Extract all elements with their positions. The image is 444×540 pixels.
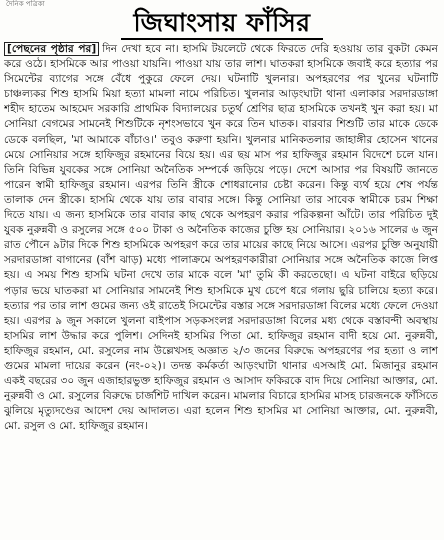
headline: জিঘাংসায় ফাঁসির (121, 8, 322, 40)
continuation-tag: [পেছনের পৃষ্ঠার পর] (4, 42, 99, 56)
article-body (4, 42, 438, 538)
masthead-strip: দৈনিক পত্রিকা (6, 0, 45, 8)
paragraph-text: দিন দেখা হবে না। হাসমি টয়লেটে থেকে ফিরতে দেরি হওয়ায় তার বুকটা কেমন করে ওঠে। হাসমিকে আর পাওয়া যায়নি। পাওয়া যায় তার লাশ। ঘাতকরা হাসমিকে জবাই করে হত্যার পর সিমেন্টের ব্যাগের সঙ্গে বেঁধে পুকুরে ফেলে দেয়। ঘটনাটি খুলনার। অপহরণের পর খুনের ঘটনাটি চাঞ্চল্যকর শিশু হাসমি মিয়া হত্যা মামলা নামে পরিচিত। খুলনার আড়ংঘাটা থানা এলাকার সরদারডাঙ্গা শহীদ হাতেম আহমেদ সরকারি প্রাথমিক বিদ্যালয়ের চতুর্থ শ্রেণির ছাত্র হাসমিকে তখনই খুন করা হয়। মা সোনিয়া বেগমের সামনেই শিশুটিকে নৃশংসভাবে খুন করে তিন ঘাতক। বারবার শিশুটি তার মাকে ডেকে ডেকে বলছিল, 'মা আমাকে বাঁচাও।' তবুও করুণা হয়নি। খুলনার মানিকতলার জাহাঙ্গীর হোসেন খানের মেয়ে সোনিয়ার সঙ্গে হাফিজুর রহমানের বিয়ে হয়। এর ছয় মাস পর হাফিজুর রহমান বিদেশে চলে যান। তিনি বিভিন্ন যুবকের সঙ্গে সোনিয়া অনৈতিক সম্পর্কে জড়িয়ে পড়ে। দেশে আসার পর বিষয়টি জানতে পারেন স্বামী হাফিজুর রহমান। এরপর তিনি স্ত্রীকে শোধরানোর চেষ্টা করেন। কিন্তু ব্যর্থ হয়ে শেষ পর্যন্ত তালাক দেন স্ত্রীকে। হাসমি থেকে যায় তার বাবার সঙ্গে। কিন্তু সোনিয়া তার সাবেক স্বামীকে চরম শিক্ষা দিতে যায়। এ জন্য হাসমিকে তার বাবার কাছ থেকে অপহরণ করার পরিকল্পনা আঁটে। তার পরিচিত দুই যুবক নুরুন্নবী ও রসুলের সঙ্গে ৫০০ টাকা ও অনৈতিক কাজের চুক্তি হয় সোনিয়ার। ২০১৬ সালের ৬ জুন রাত পৌনে ৯টার দিকে শিশু হাসমিকে অপহরণ করে তার মায়ের কাছে নিয়ে আসে। এরপর চুক্তি অনুযায়ী সরদারডাঙ্গা বাগানের (বাঁশ ঝাড়) মধ্যে পালাক্রমে অপহরণকারীরা সোনিয়ার সঙ্গে অনৈতিক কাজে লিপ্ত হয়। এ সময় শিশু হাসমি ঘটনা দেখে তার মাকে বলে 'মা' তুমি কী করতেছো। এ ঘটনা বাইরে ছড়িয়ে পড়ার ভয়ে ঘাতকরা মা সোনিয়ার সামনেই শিশু হাসমিকে মুখ চেপে ধরে গলায় ছুরি চালিয়ে হত্যা করে। হত্যার পর তার লাশ গুমের জন্য ওই রাতেই সিমেন্টের বস্তার সঙ্গে সরদারডাঙ্গা বিলের মধ্যে ফেলে দেওয়া হয়। এরপর ৯ জুন সকালে খুলনা বাইপাস সড়কসংলগ্ন সরদারডাঙ্গা বিলের মধ্য থেকে বস্তাবন্দী অবস্থায় হাসমির লাশ উদ্ধার করে পুলিশ। সেদিনই হাসমির পিতা মো. হাফিজুর রহমান বাদী হয়ে মো. নুরুন্নবী, হাফিজুর রহমান, মো. রসুলের নাম উল্লেখসহ অজ্ঞাত ২/৩ জনের বিরুদ্ধে অপহরণের পর হত্যা ও লাশ গুমের মামলা দায়ের করেন (নং-০২)। তদন্ত কর্মকর্তা আড়ংঘাটা থানার এসআই মো. মিজানুর রহমান একই বছরের ৩০ জুন এজাহারভুক্ত হাফিজুর রহমান ও আসাদ ফকিরকে বাদ দিয়ে সোনিয়া আক্তার, মো. নুরুন্নবী ও মো. রসুলের বিরুদ্ধে চার্জশিট দাখিল করেন। মামলার বিচারে হাসমির মাসহ চারজনকে ফাঁসিতে ঝুলিয়ে মৃত্যুদণ্ডের আদেশ দেয় আদালত। এরা হলেন শিশু হাসমির মা সোনিয়া আক্তার, মো. নুরুন্নবী, মো. রসুল ও মো. হাফিজুর রহমান। (4, 43, 438, 433)
paragraph (4, 42, 438, 434)
headline-container (0, 7, 444, 41)
